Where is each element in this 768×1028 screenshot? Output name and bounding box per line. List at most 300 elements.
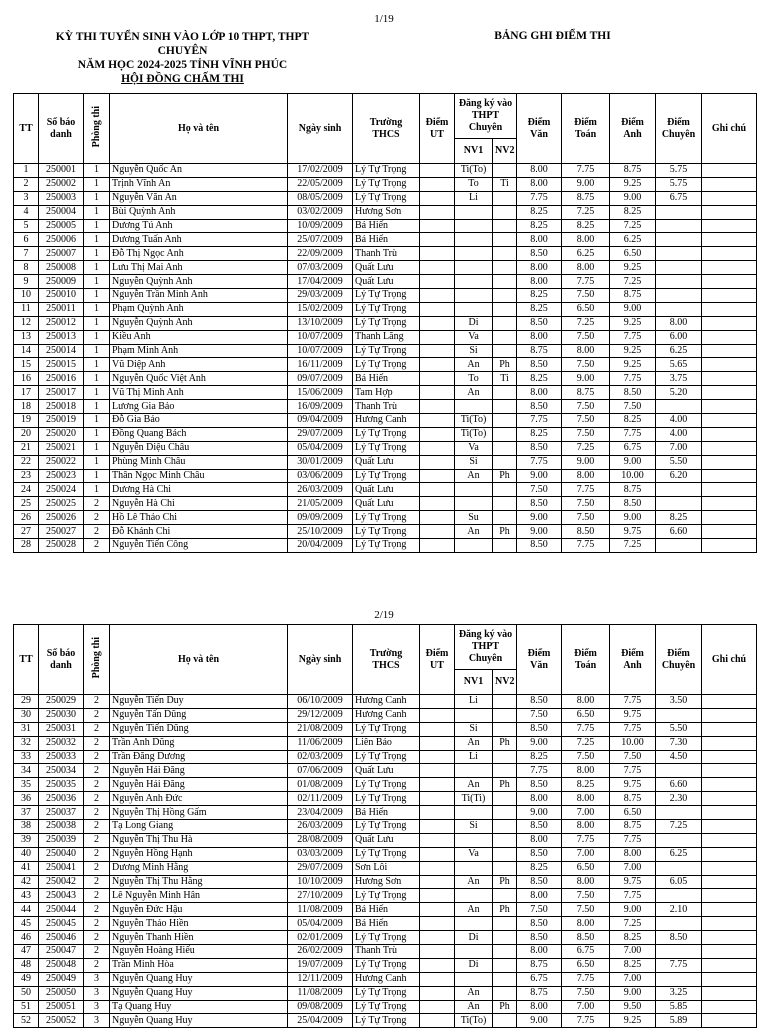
cell-sbd: 250032 [39,736,84,750]
cell-name: Hồ Lê Thảo Chi [110,511,288,525]
cell-ut [420,289,455,303]
cell-nv2 [493,455,517,469]
cell-nv1: Ti(To) [455,1014,493,1028]
cell-nv1 [455,497,493,511]
cell-note [702,177,757,191]
cell-nv2 [493,205,517,219]
table-row [14,483,757,497]
cell-dob: 01/08/2009 [288,778,353,792]
cell-van: 8.75 [517,986,562,1000]
cell-ut [420,736,455,750]
cell-toan: 7.00 [562,847,610,861]
cell-van: 8.25 [517,372,562,386]
cell-toan: 7.25 [562,316,610,330]
col-toan: Điểm Toán [562,94,610,164]
cell-tt: 14 [14,344,39,358]
cell-dob: 03/02/2009 [288,205,353,219]
cell-sbd: 250047 [39,945,84,959]
table-row [14,806,757,820]
cell-nv2 [493,191,517,205]
cell-nv2 [493,972,517,986]
cell-room: 1 [84,164,110,178]
cell-toan: 7.25 [562,441,610,455]
cell-anh: 8.75 [610,792,656,806]
cell-note [702,903,757,917]
cell-anh: 8.75 [610,164,656,178]
table-row [14,316,757,330]
cell-dob: 02/11/2009 [288,792,353,806]
table-row [14,344,757,358]
cell-school: Hương Sơn [353,205,420,219]
cell-dob: 10/07/2009 [288,330,353,344]
cell-dob: 15/02/2009 [288,302,353,316]
cell-anh: 8.25 [610,205,656,219]
cell-nv1: To [455,372,493,386]
cell-chuyen [656,917,702,931]
cell-nv1: An [455,875,493,889]
cell-room: 2 [84,875,110,889]
cell-tt: 44 [14,903,39,917]
cell-anh: 9.00 [610,455,656,469]
cell-anh: 6.50 [610,806,656,820]
table-row [14,1000,757,1014]
cell-name: Lương Gia Bảo [110,400,288,414]
cell-nv2 [493,750,517,764]
cell-tt: 41 [14,861,39,875]
col-van: Điểm Văn [517,625,562,695]
cell-toan: 8.00 [562,820,610,834]
score-table-page-1 [13,93,757,553]
cell-nv1 [455,764,493,778]
cell-note [702,847,757,861]
cell-sbd: 250042 [39,875,84,889]
cell-van: 7.75 [517,764,562,778]
cell-school: Tam Hợp [353,386,420,400]
cell-note [702,972,757,986]
cell-toan: 8.00 [562,469,610,483]
cell-room: 1 [84,302,110,316]
cell-ut [420,806,455,820]
cell-anh: 6.75 [610,441,656,455]
cell-school: Lý Tự Trọng [353,847,420,861]
cell-note [702,945,757,959]
cell-toan: 8.00 [562,695,610,709]
cell-toan: 7.75 [562,833,610,847]
cell-name: Nguyễn Đức Hậu [110,903,288,917]
cell-note [702,400,757,414]
col-anh: Điểm Anh [610,625,656,695]
cell-dob: 15/06/2009 [288,386,353,400]
cell-school: Lý Tự Trọng [353,164,420,178]
cell-toan: 7.75 [562,483,610,497]
cell-sbd: 250003 [39,191,84,205]
cell-toan: 6.50 [562,708,610,722]
cell-dob: 02/03/2009 [288,750,353,764]
cell-name: Nguyễn Thị Hồng Gấm [110,806,288,820]
cell-tt: 34 [14,764,39,778]
cell-note [702,736,757,750]
cell-sbd: 250002 [39,177,84,191]
cell-tt: 26 [14,511,39,525]
cell-school: Thanh Trù [353,945,420,959]
cell-sbd: 250015 [39,358,84,372]
table-row [14,441,757,455]
cell-chuyen [656,764,702,778]
cell-nv2: Ph [493,1000,517,1014]
cell-school: Quất Lưu [353,497,420,511]
cell-dob: 02/01/2009 [288,931,353,945]
cell-anh: 9.00 [610,511,656,525]
cell-nv2: Ph [493,358,517,372]
cell-anh: 7.75 [610,889,656,903]
cell-note [702,806,757,820]
cell-chuyen: 6.25 [656,344,702,358]
cell-tt: 28 [14,539,39,553]
cell-note [702,525,757,539]
cell-tt: 7 [14,247,39,261]
cell-anh: 7.00 [610,861,656,875]
cell-dob: 06/10/2009 [288,695,353,709]
cell-name: Phạm Minh Anh [110,344,288,358]
cell-name: Kiều Anh [110,330,288,344]
cell-nv1: An [455,386,493,400]
cell-dob: 03/03/2009 [288,847,353,861]
cell-ut [420,275,455,289]
cell-nv1: An [455,736,493,750]
cell-sbd: 250016 [39,372,84,386]
cell-van: 8.50 [517,539,562,553]
cell-room: 2 [84,778,110,792]
cell-note [702,1014,757,1028]
cell-dob: 25/07/2009 [288,233,353,247]
cell-chuyen: 4.00 [656,427,702,441]
cell-room: 1 [84,177,110,191]
cell-name: Trần Đăng Dương [110,750,288,764]
col-van: Điểm Văn [517,94,562,164]
cell-van: 8.00 [517,386,562,400]
cell-school: Lý Tự Trọng [353,958,420,972]
cell-ut [420,875,455,889]
cell-dob: 09/04/2009 [288,414,353,428]
cell-toan: 8.75 [562,386,610,400]
cell-nv2 [493,708,517,722]
cell-sbd: 250019 [39,414,84,428]
cell-dob: 30/01/2009 [288,455,353,469]
cell-van: 8.50 [517,497,562,511]
table-row [14,778,757,792]
cell-room: 1 [84,233,110,247]
cell-room: 2 [84,917,110,931]
cell-dob: 07/03/2009 [288,261,353,275]
cell-name: Nguyễn Quỳnh Anh [110,275,288,289]
cell-nv1 [455,261,493,275]
cell-ut [420,986,455,1000]
cell-nv1: An [455,986,493,1000]
cell-name: Nguyễn Thanh Hiền [110,931,288,945]
cell-sbd: 250035 [39,778,84,792]
cell-note [702,372,757,386]
cell-school: Bá Hiến [353,372,420,386]
col-tt: TT [14,94,39,164]
cell-tt: 19 [14,414,39,428]
table-row [14,847,757,861]
cell-sbd: 250029 [39,695,84,709]
cell-room: 3 [84,986,110,1000]
cell-van: 8.00 [517,792,562,806]
cell-toan: 7.50 [562,511,610,525]
cell-anh: 9.00 [610,302,656,316]
cell-tt: 1 [14,164,39,178]
cell-nv2 [493,833,517,847]
cell-note [702,233,757,247]
cell-room: 2 [84,539,110,553]
cell-sbd: 250022 [39,455,84,469]
cell-school: Hương Canh [353,708,420,722]
cell-school: Lý Tự Trọng [353,441,420,455]
cell-toan: 8.00 [562,792,610,806]
cell-toan: 7.25 [562,736,610,750]
cell-van: 8.50 [517,917,562,931]
cell-chuyen [656,261,702,275]
cell-school: Lý Tự Trọng [353,889,420,903]
cell-nv1 [455,219,493,233]
cell-note [702,302,757,316]
cell-ut [420,330,455,344]
cell-note [702,330,757,344]
cell-ut [420,483,455,497]
cell-van: 7.50 [517,708,562,722]
cell-van: 8.00 [517,330,562,344]
cell-name: Trần Minh Hòa [110,958,288,972]
cell-tt: 20 [14,427,39,441]
cell-anh: 7.75 [610,330,656,344]
cell-van: 9.00 [517,1014,562,1028]
cell-anh: 9.25 [610,1014,656,1028]
cell-name: Dương Hà Chi [110,483,288,497]
cell-van: 8.00 [517,889,562,903]
col-room: Phòng thi [84,625,110,695]
cell-chuyen: 4.00 [656,414,702,428]
cell-toan: 8.00 [562,344,610,358]
cell-dob: 11/06/2009 [288,736,353,750]
page-number-1: 1/19 [374,13,394,25]
cell-sbd: 250023 [39,469,84,483]
cell-toan: 8.00 [562,917,610,931]
cell-room: 2 [84,833,110,847]
cell-ut [420,316,455,330]
cell-sbd: 250049 [39,972,84,986]
cell-name: Nguyễn Quốc An [110,164,288,178]
cell-room: 1 [84,414,110,428]
cell-anh: 8.50 [610,386,656,400]
col-name: Họ và tên [110,625,288,695]
col-dob: Ngày sinh [288,625,353,695]
col-school: Trường THCS [353,625,420,695]
cell-van: 8.50 [517,875,562,889]
cell-nv1: An [455,525,493,539]
cell-nv1: Si [455,820,493,834]
cell-chuyen: 5.50 [656,455,702,469]
table-row [14,289,757,303]
cell-room: 3 [84,1014,110,1028]
cell-van: 7.50 [517,903,562,917]
cell-school: Lý Tự Trọng [353,539,420,553]
cell-chuyen: 5.20 [656,386,702,400]
cell-sbd: 250044 [39,903,84,917]
cell-sbd: 250038 [39,820,84,834]
cell-nv2 [493,792,517,806]
cell-name: Nguyễn Tiến Công [110,539,288,553]
cell-note [702,386,757,400]
cell-chuyen: 6.75 [656,191,702,205]
cell-name: Nguyễn Thị Thu Hằng [110,875,288,889]
cell-note [702,497,757,511]
cell-tt: 33 [14,750,39,764]
cell-tt: 46 [14,931,39,945]
col-note: Ghi chú [702,625,757,695]
cell-van: 9.00 [517,736,562,750]
cell-nv1 [455,861,493,875]
cell-dob: 10/10/2009 [288,875,353,889]
cell-tt: 9 [14,275,39,289]
cell-toan: 7.50 [562,400,610,414]
cell-chuyen [656,302,702,316]
cell-nv2: Ph [493,875,517,889]
cell-ut [420,497,455,511]
cell-room: 2 [84,806,110,820]
cell-dob: 13/10/2009 [288,316,353,330]
cell-room: 1 [84,289,110,303]
cell-note [702,778,757,792]
cell-nv1 [455,400,493,414]
cell-tt: 50 [14,986,39,1000]
cell-anh: 7.25 [610,539,656,553]
cell-dob: 21/08/2009 [288,722,353,736]
cell-tt: 2 [14,177,39,191]
cell-note [702,889,757,903]
cell-toan: 7.75 [562,539,610,553]
cell-van: 8.00 [517,1000,562,1014]
cell-name: Nguyễn Quỳnh Anh [110,316,288,330]
cell-van: 8.00 [517,261,562,275]
cell-room: 2 [84,736,110,750]
cell-note [702,917,757,931]
cell-room: 2 [84,820,110,834]
cell-name: Nguyễn Quốc Việt Anh [110,372,288,386]
cell-nv2 [493,764,517,778]
cell-toan: 6.75 [562,945,610,959]
cell-name: Vũ Diệp Anh [110,358,288,372]
cell-chuyen: 2.10 [656,903,702,917]
cell-tt: 6 [14,233,39,247]
cell-ut [420,441,455,455]
table-row [14,792,757,806]
cell-nv2 [493,539,517,553]
cell-anh: 9.50 [610,1000,656,1014]
cell-chuyen [656,400,702,414]
cell-anh: 9.25 [610,316,656,330]
cell-anh: 7.75 [610,722,656,736]
cell-van: 8.00 [517,275,562,289]
cell-name: Dương Minh Hằng [110,861,288,875]
cell-chuyen [656,833,702,847]
cell-van: 8.25 [517,302,562,316]
cell-dob: 20/04/2009 [288,539,353,553]
cell-school: Hương Canh [353,414,420,428]
cell-toan: 8.25 [562,219,610,233]
cell-toan: 8.25 [562,778,610,792]
cell-note [702,247,757,261]
cell-tt: 25 [14,497,39,511]
cell-anh: 8.25 [610,958,656,972]
cell-anh: 9.25 [610,177,656,191]
cell-chuyen [656,806,702,820]
cell-ut [420,525,455,539]
cell-ut [420,931,455,945]
cell-tt: 27 [14,525,39,539]
col-ut: Điểm UT [420,625,455,695]
table-row [14,958,757,972]
cell-van: 8.75 [517,344,562,358]
cell-name: Nguyễn Quang Huy [110,972,288,986]
cell-dob: 17/02/2009 [288,164,353,178]
cell-nv1 [455,302,493,316]
col-chuyen: Điểm Chuyên [656,94,702,164]
cell-nv2: Ph [493,736,517,750]
cell-room: 1 [84,205,110,219]
cell-room: 2 [84,861,110,875]
cell-tt: 39 [14,833,39,847]
cell-toan: 8.50 [562,931,610,945]
cell-van: 9.00 [517,469,562,483]
cell-tt: 17 [14,386,39,400]
cell-nv2 [493,344,517,358]
table-row [14,917,757,931]
cell-nv2 [493,945,517,959]
cell-room: 2 [84,903,110,917]
cell-nv1 [455,945,493,959]
cell-anh: 7.25 [610,219,656,233]
cell-nv2 [493,889,517,903]
cell-anh: 8.25 [610,414,656,428]
cell-dob: 29/12/2009 [288,708,353,722]
cell-school: Lý Tự Trọng [353,191,420,205]
cell-nv1 [455,483,493,497]
cell-toan: 9.00 [562,455,610,469]
table-row [14,1014,757,1028]
cell-nv1: Va [455,847,493,861]
cell-ut [420,1014,455,1028]
cell-anh: 8.75 [610,483,656,497]
cell-nv2 [493,917,517,931]
cell-nv1: Ti(To) [455,414,493,428]
cell-note [702,483,757,497]
cell-name: Tạ Long Giang [110,820,288,834]
cell-nv2 [493,386,517,400]
cell-tt: 52 [14,1014,39,1028]
cell-name: Nguyễn Thị Thu Hà [110,833,288,847]
cell-chuyen: 5.85 [656,1000,702,1014]
cell-nv1 [455,889,493,903]
table-row [14,205,757,219]
cell-sbd: 250014 [39,344,84,358]
cell-toan: 7.75 [562,275,610,289]
cell-van: 7.75 [517,414,562,428]
cell-van: 9.00 [517,806,562,820]
cell-tt: 30 [14,708,39,722]
cell-tt: 43 [14,889,39,903]
cell-anh: 7.75 [610,833,656,847]
